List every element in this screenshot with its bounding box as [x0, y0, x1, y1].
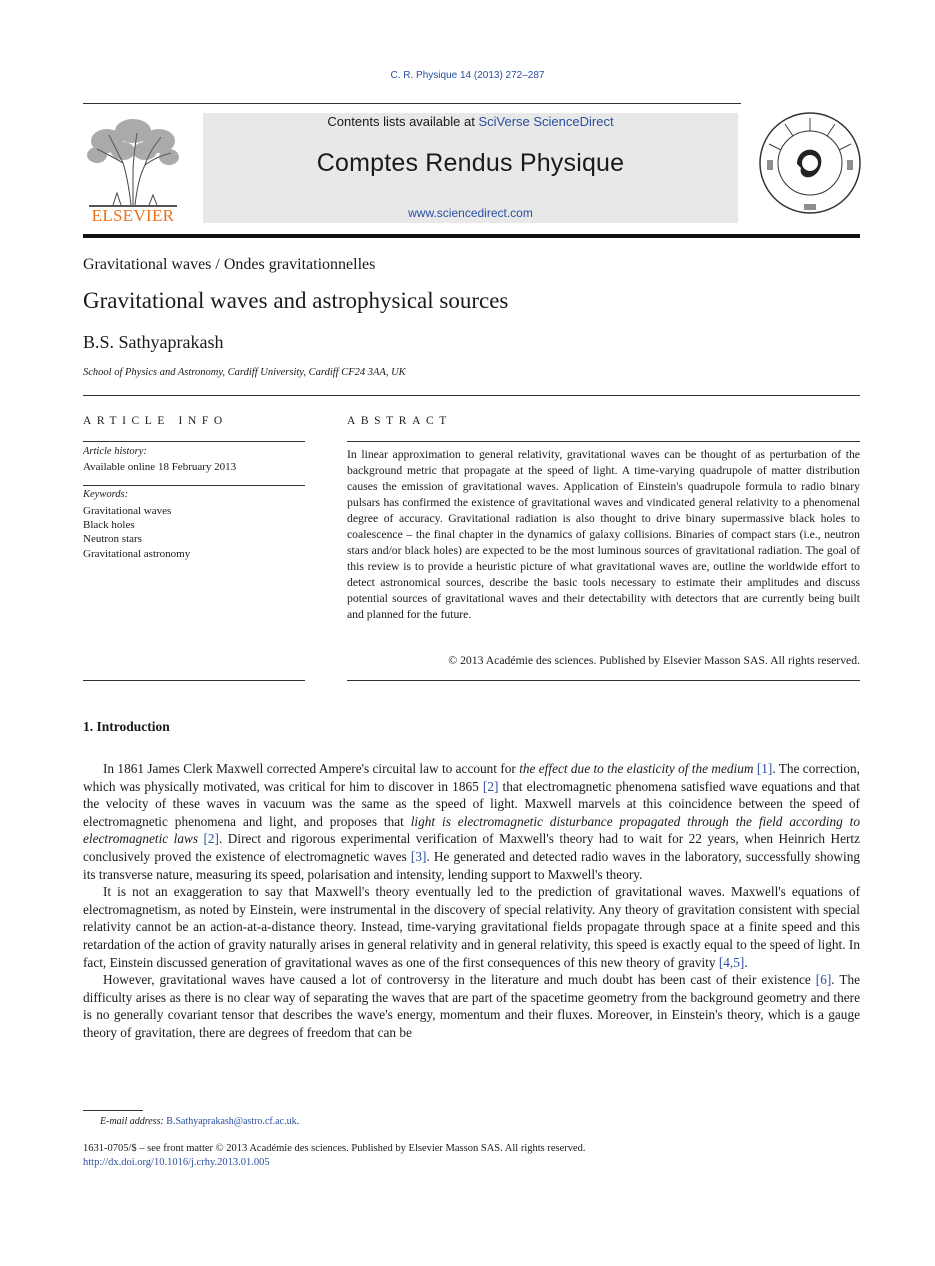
reference-link[interactable]: [2]: [203, 831, 219, 847]
text-run: It is not an exaggeration to say that Maxwell's theory eventually led to the prediction of gravitational waves. Maxwell's equations of electromagnetism, as noted by Einstein, were instrumental in the discovery of special relativity. Any theory of gravitation consistent with special relativity cannot be an action-at-a-distance theory. Instead, time-varying gravitational fields propagate through space at a finite speed and this retardation of the action of gravity naturally arises in general relativity and in general relativity, this speed is exactly equal to the speed of light. In fact, Einstein discussed generation of gravitational waves as one of the first consequences of this new theory of gravity: [83, 884, 860, 970]
elsevier-wordmark: ELSEVIER: [91, 206, 175, 225]
email-label: E-mail address:: [100, 1116, 164, 1127]
abstract-copyright: © 2013 Académie des sciences. Published by Elsevier Masson SAS. All rights reserved.: [448, 654, 860, 667]
introduction-heading: 1. Introduction: [83, 719, 170, 734]
front-matter-line: 1631-0705/$ – see front matter © 2013 Académie des sciences. Published by Elsevier Masson SAS. All rights reserved.: [83, 1143, 586, 1154]
email-footnote: [100, 1116, 299, 1127]
keyword-item: Gravitational waves: [83, 505, 172, 517]
journal-citation[interactable]: C. R. Physique 14 (2013) 272–287: [390, 70, 545, 81]
abstract-rule: [347, 441, 860, 442]
keywords-label: Keywords:: [83, 489, 129, 500]
footnote-rule: [83, 1110, 143, 1111]
body-paragraph: [83, 971, 860, 1041]
article-info-rule: [83, 441, 305, 442]
body-paragraph: [83, 760, 860, 883]
title-block-rule: [83, 395, 860, 396]
reference-link[interactable]: [2]: [482, 778, 499, 794]
text-run: that electromagnetic phenomena satisfied wave equations and that the velocity of these waves in vacuum was the same as the speed of light. Maxwell marvels at this coincidence between the speed of electromagnetic phenomena and light, and proposes that: [83, 778, 860, 829]
abstract-heading: ABSTRACT: [347, 415, 452, 427]
text-run: However, gravitational waves have caused a lot of controversy in the literature and much doubt has been cast of their existence: [103, 972, 816, 988]
emphasis-text: light is electromagnetic disturbance propagated through the field according to electromagnetic laws: [83, 813, 860, 847]
abstract-text: In linear approximation to general relativity, gravitational waves can be thought of as perturbation of the background metric that propagate at the speed of light. A time-varying quadrupole of matter distribution causes the emission of gravitational waves. Application of Einstein's quadrupole formula to radio binary pulsars has confirmed the existence of gravitational waves and vindicated general relativity to a phenomenal degree of accuracy. Gravitational radiation is also thought to drive binary supermassive black holes to coalescence – the final chapter in the dynamics of galaxy collisions. Binaries of compact stars (i.e., neutron stars and/or black holes) are expected to be the most luminous sources of gravitational radiation. The goal of this review is to provide a heuristic picture of what gravitational waves are, outline the worldwide effort to detect astronomical sources, describe the basic tools necessary to estimate their amplitudes and discuss potential sources of gravitational waves and their detectability with detectors that are currently being built and planned for the future.: [347, 448, 860, 621]
contents-prefix: Contents lists available at: [327, 114, 479, 129]
article-info-heading: ARTICLE INFO: [83, 415, 228, 427]
reference-link[interactable]: [1]: [756, 761, 773, 776]
academie-seal-logo: [757, 104, 863, 222]
masthead-bottom-rule: [83, 234, 860, 238]
abstract-bottom-rule: [347, 680, 860, 681]
doi-link[interactable]: http://dx.doi.org/10.1016/j.crhy.2013.01.005: [83, 1157, 270, 1168]
journal-homepage-link[interactable]: www.sciencedirect.com: [408, 206, 533, 220]
text-run: .: [296, 1116, 300, 1127]
section-label: Gravitational waves / Ondes gravitationnelles: [83, 256, 376, 273]
journal-title: Comptes Rendus Physique: [316, 149, 625, 177]
text-run: In 1861 James Clerk Maxwell corrected Ampere's circuital law to account for: [103, 761, 520, 776]
text-run: . The difficulty arises as there is no clear way of separating the waves that are part of the spacetime geometry from the background geometry and there is no generally covariant tensor that describes the wave's energy, momentum and their fluxes. Moreover, in Einstein's theory, which is a gauge theory of gravitation, there are degrees of freedom that can be: [83, 972, 860, 1040]
reference-link[interactable]: [6]: [815, 972, 832, 988]
text-run: . The correction, which was physically motivated, was critical for him to discover in 1865: [83, 761, 861, 794]
reference-link[interactable]: [3]: [410, 848, 427, 864]
emphasis-text: the effect due to the elasticity of the medium: [519, 761, 754, 776]
article-history-value: Available online 18 February 2013: [83, 461, 237, 473]
keyword-item: Gravitational astronomy: [83, 547, 191, 560]
author-email-link[interactable]: B.Sathyaprakash@astro.cf.ac.uk: [166, 1116, 297, 1127]
text-run: . He generated and detected radio waves in the laboratory, successfully showing its transverse nature, measuring its speed, polarisation and intensity, lending support to Maxwell's theory.: [83, 848, 861, 882]
sciencedirect-link[interactable]: SciVerse ScienceDirect: [478, 114, 614, 129]
introduction-body: [83, 760, 860, 1042]
text-run: .: [744, 954, 748, 970]
article-title: Gravitational waves and astrophysical sources: [83, 288, 509, 313]
keywords-rule: [83, 485, 305, 486]
author-affiliation: School of Physics and Astronomy, Cardiff University, Cardiff CF24 3AA, UK: [83, 367, 406, 378]
reference-link[interactable]: [4,5]: [718, 954, 745, 970]
article-info-bottom-rule: [83, 680, 305, 681]
author-name: B.S. Sathyaprakash: [83, 332, 224, 352]
body-paragraph: [83, 883, 860, 971]
masthead-top-rule: [83, 103, 741, 104]
article-history-label: Article history:: [83, 446, 147, 457]
keyword-item: Neutron stars: [83, 533, 142, 546]
text-run: . Direct and rigorous experimental verification of Maxwell's theory had to wait for 22 years, when Heinrich Hertz conclusively proved the existence of electromagnetic waves: [83, 831, 860, 864]
keyword-item: Black holes: [83, 519, 135, 532]
keywords-list: [83, 504, 190, 561]
contents-line: [203, 114, 738, 129]
